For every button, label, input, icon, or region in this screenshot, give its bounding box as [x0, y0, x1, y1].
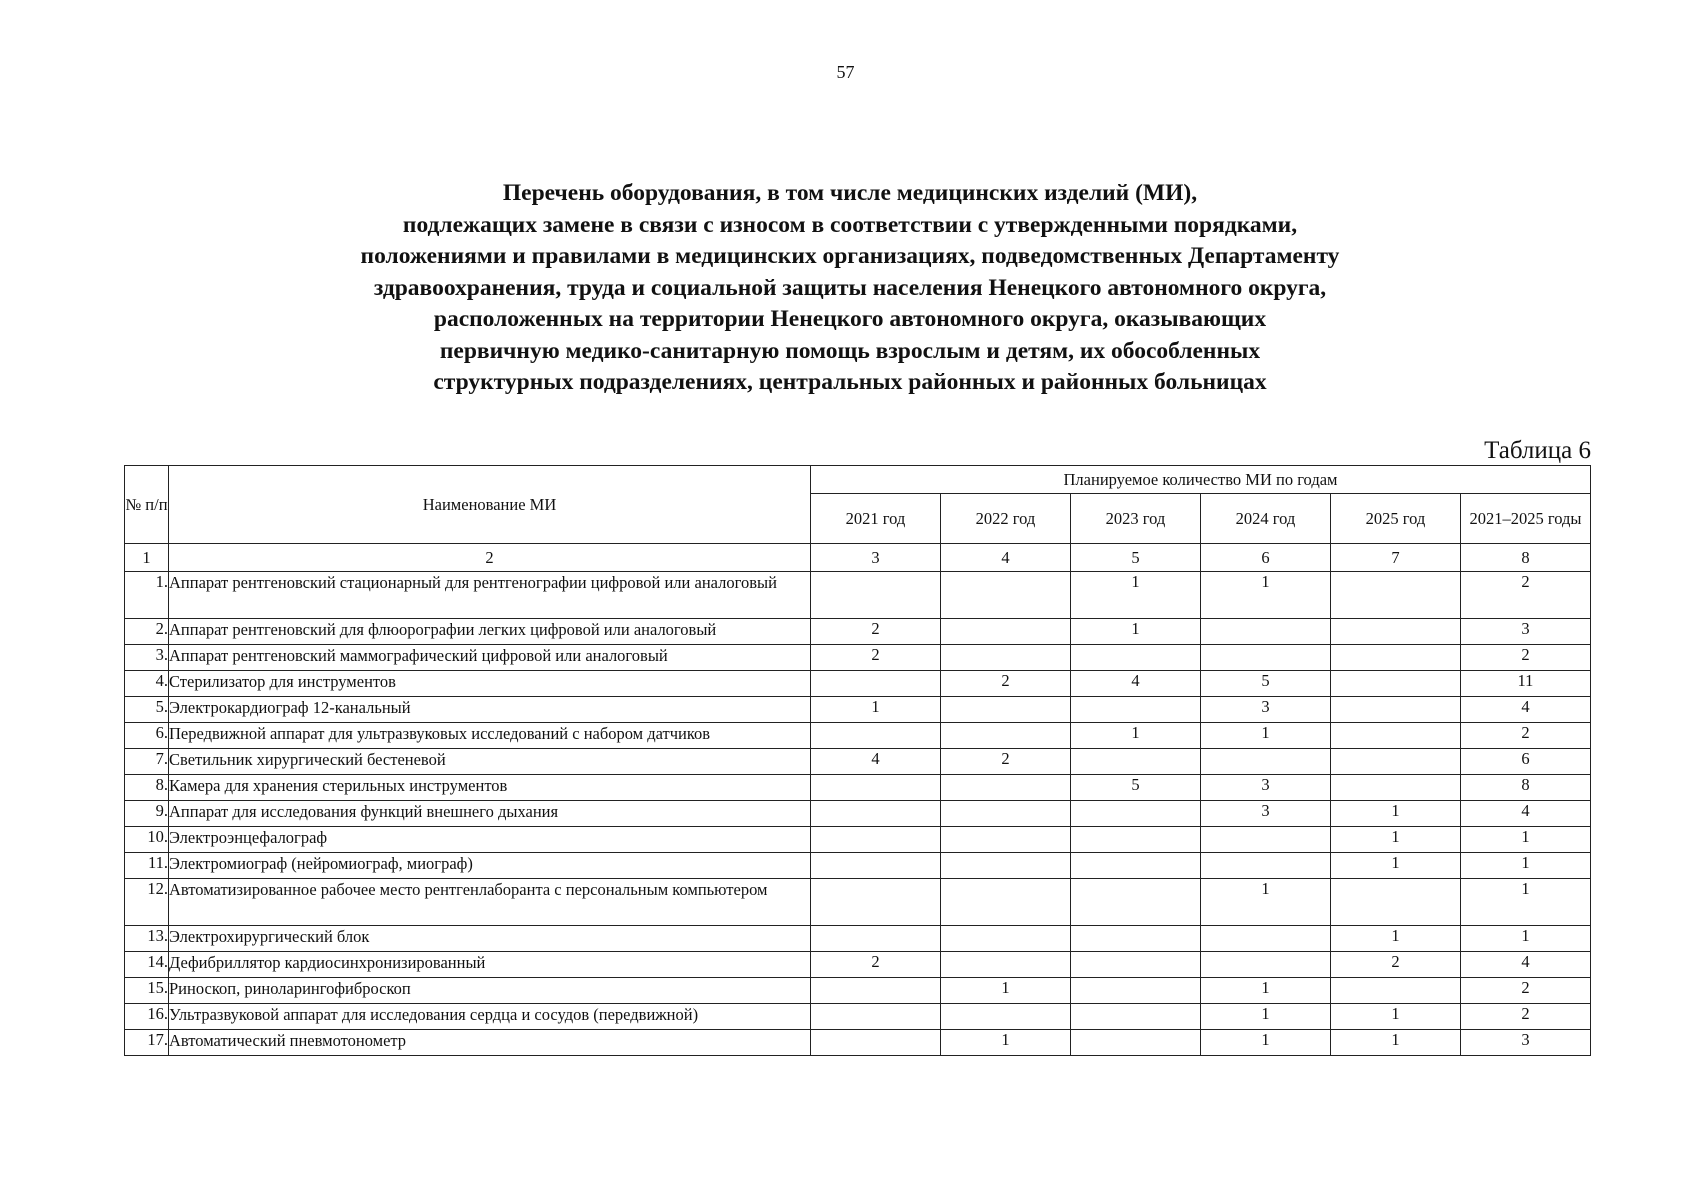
row-number: 16.	[125, 1004, 169, 1030]
qty-total: 1	[1461, 926, 1591, 952]
row-number: 11.	[125, 853, 169, 879]
qty-2023: 1	[1071, 619, 1201, 645]
qty-2024: 1	[1201, 723, 1331, 749]
qty-2023	[1071, 749, 1201, 775]
row-number: 13.	[125, 926, 169, 952]
item-name: Аппарат рентгеновский стационарный для рентгенографии цифровой или аналоговый	[169, 572, 811, 619]
qty-total: 2	[1461, 572, 1591, 619]
table-row	[125, 775, 1591, 801]
table-row	[125, 827, 1591, 853]
qty-2022: 2	[941, 749, 1071, 775]
qty-2024: 3	[1201, 775, 1331, 801]
table-row	[125, 879, 1591, 926]
column-number: 1	[125, 544, 169, 572]
header-year: 2024 год	[1201, 494, 1331, 544]
qty-2025: 1	[1331, 1030, 1461, 1056]
qty-2025: 1	[1331, 1004, 1461, 1030]
qty-total: 3	[1461, 619, 1591, 645]
qty-2022	[941, 827, 1071, 853]
column-number: 4	[941, 544, 1071, 572]
qty-2021: 2	[811, 645, 941, 671]
qty-total: 11	[1461, 671, 1591, 697]
row-number: 2.	[125, 619, 169, 645]
row-number: 15.	[125, 978, 169, 1004]
qty-2024	[1201, 926, 1331, 952]
table-row	[125, 801, 1591, 827]
table-row	[125, 1030, 1591, 1056]
title-line: структурных подразделениях, центральных районных и районных больницах	[433, 369, 1267, 395]
title-line: первичную медико-санитарную помощь взрослым и детям, их обособленных	[439, 337, 1261, 364]
qty-2023: 1	[1071, 723, 1201, 749]
qty-2025	[1331, 645, 1461, 671]
table-row	[125, 978, 1591, 1004]
header-num: № п/п	[125, 466, 169, 544]
qty-2021	[811, 801, 941, 827]
qty-2025: 2	[1331, 952, 1461, 978]
qty-2024: 1	[1201, 1004, 1331, 1030]
title-line: положениями и правилами в медицинских организациях, подведомственных Департаменту	[360, 243, 1340, 269]
qty-2024: 1	[1201, 1030, 1331, 1056]
table-row	[125, 697, 1591, 723]
qty-2022	[941, 952, 1071, 978]
column-number: 2	[169, 544, 811, 572]
item-name: Стерилизатор для инструментов	[169, 671, 811, 697]
column-numbers-row	[125, 544, 1591, 572]
header-total: 2021–2025 годы	[1461, 494, 1591, 544]
qty-2025	[1331, 572, 1461, 619]
qty-2022	[941, 1004, 1071, 1030]
item-name: Ультразвуковой аппарат для исследования сердца и сосудов (передвижной)	[169, 1004, 811, 1030]
qty-2023: 1	[1071, 572, 1201, 619]
qty-total: 2	[1461, 978, 1591, 1004]
qty-2022	[941, 697, 1071, 723]
row-number: 5.	[125, 697, 169, 723]
qty-2025: 1	[1331, 853, 1461, 879]
header-year: 2025 год	[1331, 494, 1461, 544]
row-number: 3.	[125, 645, 169, 671]
header-year: 2022 год	[941, 494, 1071, 544]
qty-2025	[1331, 671, 1461, 697]
title-line: здравоохранения, труда и социальной защиты населения Ненецкого автономного округа,	[373, 274, 1327, 301]
table-row	[125, 645, 1591, 671]
item-name: Электрохирургический блок	[169, 926, 811, 952]
qty-total: 6	[1461, 749, 1591, 775]
header-year: 2021 год	[811, 494, 941, 544]
row-number: 7.	[125, 749, 169, 775]
qty-2021: 2	[811, 952, 941, 978]
qty-total: 2	[1461, 1004, 1591, 1030]
qty-2021	[811, 775, 941, 801]
qty-2024	[1201, 619, 1331, 645]
qty-2025	[1331, 749, 1461, 775]
qty-2021: 1	[811, 697, 941, 723]
qty-2024	[1201, 645, 1331, 671]
qty-2021	[811, 1004, 941, 1030]
table-row	[125, 749, 1591, 775]
column-number: 8	[1461, 544, 1591, 572]
qty-2025	[1331, 723, 1461, 749]
title-line: подлежащих замене в связи с износом в соответствии с утвержденными порядками,	[402, 211, 1298, 238]
table-row	[125, 619, 1591, 645]
title-line: расположенных на территории Ненецкого автономного округа, оказывающих	[433, 306, 1267, 332]
qty-2024	[1201, 952, 1331, 978]
qty-2021	[811, 978, 941, 1004]
qty-2021	[811, 879, 941, 926]
qty-2022	[941, 572, 1071, 619]
qty-total: 1	[1461, 879, 1591, 926]
qty-2022: 2	[941, 671, 1071, 697]
qty-2023	[1071, 1030, 1201, 1056]
row-number: 9.	[125, 801, 169, 827]
document-title	[250, 178, 1450, 399]
qty-total: 4	[1461, 952, 1591, 978]
equipment-table	[124, 465, 1591, 1056]
row-number: 6.	[125, 723, 169, 749]
item-name: Светильник хирургический бестеневой	[169, 749, 811, 775]
qty-2021	[811, 572, 941, 619]
qty-2022	[941, 879, 1071, 926]
qty-2024	[1201, 853, 1331, 879]
row-number: 1.	[125, 572, 169, 619]
qty-2023	[1071, 853, 1201, 879]
column-number: 5	[1071, 544, 1201, 572]
item-name: Передвижной аппарат для ультразвуковых исследований с набором датчиков	[169, 723, 811, 749]
qty-total: 8	[1461, 775, 1591, 801]
qty-2025	[1331, 978, 1461, 1004]
item-name: Риноскоп, риноларингофиброскоп	[169, 978, 811, 1004]
qty-2025	[1331, 697, 1461, 723]
item-name: Электромиограф (нейромиограф, миограф)	[169, 853, 811, 879]
qty-2023	[1071, 827, 1201, 853]
qty-total: 4	[1461, 697, 1591, 723]
qty-2023	[1071, 697, 1201, 723]
qty-2022	[941, 926, 1071, 952]
item-name: Аппарат рентгеновский маммографический цифровой или аналоговый	[169, 645, 811, 671]
row-number: 4.	[125, 671, 169, 697]
qty-total: 2	[1461, 723, 1591, 749]
qty-2025: 1	[1331, 827, 1461, 853]
qty-2023: 4	[1071, 671, 1201, 697]
item-name: Камера для хранения стерильных инструментов	[169, 775, 811, 801]
qty-2021	[811, 671, 941, 697]
qty-2023	[1071, 1004, 1201, 1030]
qty-2022	[941, 619, 1071, 645]
qty-2022	[941, 775, 1071, 801]
qty-2024: 1	[1201, 978, 1331, 1004]
item-name: Автоматический пневмотонометр	[169, 1030, 811, 1056]
item-name: Электрокардиограф 12-канальный	[169, 697, 811, 723]
qty-total: 1	[1461, 827, 1591, 853]
qty-2025	[1331, 775, 1461, 801]
item-name: Аппарат рентгеновский для флюорографии легких цифровой или аналоговый	[169, 619, 811, 645]
table-row	[125, 671, 1591, 697]
qty-2024: 1	[1201, 879, 1331, 926]
qty-2023	[1071, 926, 1201, 952]
qty-2025	[1331, 619, 1461, 645]
row-number: 17.	[125, 1030, 169, 1056]
qty-2023	[1071, 879, 1201, 926]
row-number: 12.	[125, 879, 169, 926]
qty-2024: 3	[1201, 697, 1331, 723]
header-group: Планируемое количество МИ по годам	[811, 466, 1591, 494]
column-number: 7	[1331, 544, 1461, 572]
title-line: Перечень оборудования, в том числе медицинских изделий (МИ),	[502, 180, 1198, 206]
column-number: 6	[1201, 544, 1331, 572]
qty-2022	[941, 801, 1071, 827]
qty-total: 1	[1461, 853, 1591, 879]
table-row	[125, 926, 1591, 952]
table-label: Таблица 6	[1484, 437, 1591, 464]
page-number: 57	[836, 62, 855, 82]
header-name: Наименование МИ	[169, 466, 811, 544]
qty-2025: 1	[1331, 926, 1461, 952]
qty-2023	[1071, 801, 1201, 827]
table-row	[125, 723, 1591, 749]
qty-2025	[1331, 879, 1461, 926]
qty-2024: 3	[1201, 801, 1331, 827]
qty-2022: 1	[941, 1030, 1071, 1056]
qty-2022	[941, 645, 1071, 671]
qty-2024	[1201, 749, 1331, 775]
column-number: 3	[811, 544, 941, 572]
row-number: 10.	[125, 827, 169, 853]
qty-2022: 1	[941, 978, 1071, 1004]
table-row	[125, 572, 1591, 619]
qty-2021: 2	[811, 619, 941, 645]
header-year: 2023 год	[1071, 494, 1201, 544]
qty-2023	[1071, 645, 1201, 671]
qty-2024: 1	[1201, 572, 1331, 619]
item-name: Дефибриллятор кардиосинхронизированный	[169, 952, 811, 978]
qty-2023	[1071, 952, 1201, 978]
qty-2024: 5	[1201, 671, 1331, 697]
qty-2025: 1	[1331, 801, 1461, 827]
qty-2021	[811, 1030, 941, 1056]
table-row	[125, 853, 1591, 879]
qty-2023	[1071, 978, 1201, 1004]
qty-total: 2	[1461, 645, 1591, 671]
qty-2021	[811, 827, 941, 853]
item-name: Электроэнцефалограф	[169, 827, 811, 853]
qty-2022	[941, 723, 1071, 749]
qty-2021	[811, 853, 941, 879]
qty-2021: 4	[811, 749, 941, 775]
qty-2022	[941, 853, 1071, 879]
qty-2021	[811, 723, 941, 749]
row-number: 14.	[125, 952, 169, 978]
table-row	[125, 952, 1591, 978]
item-name: Аппарат для исследования функций внешнего дыхания	[169, 801, 811, 827]
qty-2021	[811, 926, 941, 952]
qty-total: 4	[1461, 801, 1591, 827]
qty-2024	[1201, 827, 1331, 853]
qty-total: 3	[1461, 1030, 1591, 1056]
table-row	[125, 1004, 1591, 1030]
row-number: 8.	[125, 775, 169, 801]
qty-2023: 5	[1071, 775, 1201, 801]
item-name: Автоматизированное рабочее место рентгенлаборанта с персональным компьютером	[169, 879, 811, 926]
